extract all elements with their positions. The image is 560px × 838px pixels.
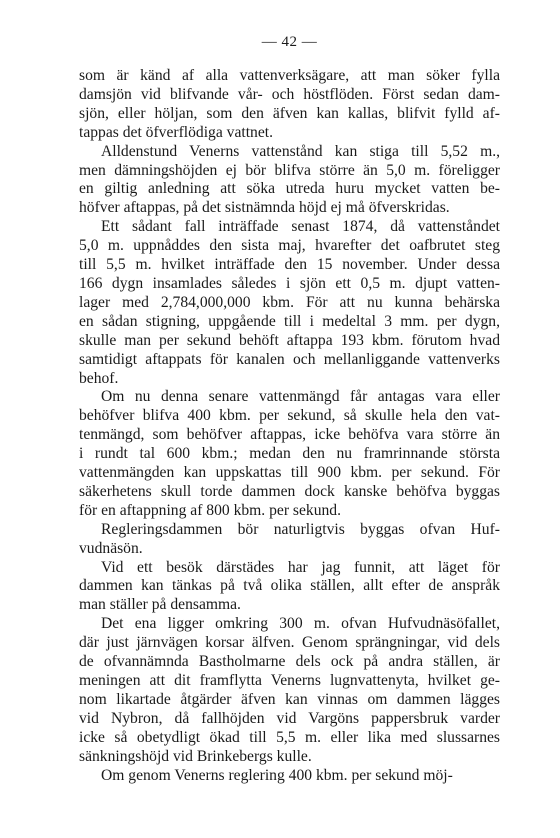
text-line: i rundt tal 600 kbm.; medan den nu framrinnande största (79, 445, 500, 463)
text-line: dammen kan tänkas på två olika ställen, allt efter de anspråk (79, 577, 500, 595)
text-line: Vid ett besök därstädes har jag funnit, att läget för (101, 558, 500, 576)
text-line: tappas det öfverflödiga vattnet. (79, 123, 273, 141)
text-line: Om nu denna senare vattenmängd får antagas vara eller (101, 388, 500, 406)
paragraph (79, 143, 500, 219)
text-line: lager med 2,784,000,000 kbm. För att nu kunna behärska (79, 293, 500, 311)
text-line: vattenmängden kan uppskattas till 900 kbm. per sekund. För (79, 464, 500, 482)
text-line: vid Nybron, då fallhöjden vid Vargöns pappersbruk varder (79, 709, 500, 727)
text-line: nom likartade åtgärder äfven kan vinnas om dammen lägges (79, 690, 500, 708)
paragraph (79, 559, 500, 616)
text-line: för en aftappning af 800 kbm. per sekund. (79, 501, 341, 519)
text-line: Ett sådant fall inträffade senast 1874, då vattenståndet (101, 218, 500, 236)
text-line: meningen att dit framflytta Venerns lugnvattenyta, hvilket ge- (79, 672, 500, 689)
text-line: höfver aftappas, på det sistnämnda höjd ej må öfverskridas. (79, 199, 450, 217)
page-number: — 42 — (261, 34, 318, 50)
text-line: behof. (79, 369, 119, 387)
text-line: men dämningshöjden ej bör blifva större än 5,0 m. föreligger (79, 161, 500, 179)
paragraph (79, 521, 500, 559)
text-line: en giltig anledning att söka utreda huru mycket vatten be- (79, 180, 500, 198)
text-line: damsjön vid blifvande vår- och höstflöden. Först sedan dam- (79, 85, 500, 103)
text-line: sänkningshöjd vid Brinkebergs kulle. (79, 747, 312, 765)
text-line: sjön, eller höljan, som den äfven kan kallas, blifvit fylld af- (79, 104, 500, 122)
text-line: Regleringsdammen bör naturligtvis byggas ofvan Huf- (101, 520, 500, 538)
paragraph (79, 767, 500, 786)
text-line: man ställer på densamma. (79, 596, 241, 614)
paragraph (79, 615, 500, 766)
text-line: behöfver blifva 400 kbm. per sekund, så skulle hela den vat- (79, 407, 500, 425)
text-line: vudnäsön. (79, 539, 143, 557)
text-line: Det ena ligger omkring 300 m. ofvan Hufvudnäsöfallet, (101, 615, 500, 633)
text-line: säkerhetens skull torde dammen dock kanske behöfva byggas (79, 482, 500, 500)
paragraph (79, 67, 500, 143)
body-text (79, 67, 500, 785)
text-line: de ofvannämnda Bastholmarne dels ock på andra ställen, är (79, 653, 500, 671)
paragraph (79, 218, 500, 388)
text-line: 5,0 m. uppnåddes den sista maj, hvarefter det oafbrutet steg (79, 237, 500, 255)
text-line: Alldenstund Venerns vattenstånd kan stiga till 5,52 m., (101, 142, 500, 160)
text-line: skulle man per sekund behöft aftappa 193 kbm. förutom hvad (79, 331, 500, 349)
text-line: icke så obetydligt ökad till 5,5 m. eller lika med slussarnes (79, 728, 500, 746)
text-line: samtidigt aftappats för kanalen och mellanliggande vattenverks (79, 350, 500, 368)
book-page (79, 34, 500, 785)
text-line: en sådan stigning, uppgående till i medeltal 3 mm. per dygn, (79, 312, 500, 330)
text-line: Om genom Venerns reglering 400 kbm. per sekund möj- (101, 766, 453, 784)
text-line: till 5,5 m. hvilket inträffade den 15 november. Under dessa (79, 256, 500, 274)
paragraph (79, 388, 500, 520)
text-line: tenmängd, som behöfver aftappas, icke behöfva vara större än (79, 426, 500, 444)
text-line: 166 dygn insamlades således i sjön ett 0,5 m. djupt vatten- (79, 274, 500, 292)
text-line: där just järnvägen korsar älfven. Genom sprängningar, vid dels (79, 634, 500, 652)
text-line: som är känd af alla vattenverksägare, att man söker fylla (79, 67, 500, 84)
